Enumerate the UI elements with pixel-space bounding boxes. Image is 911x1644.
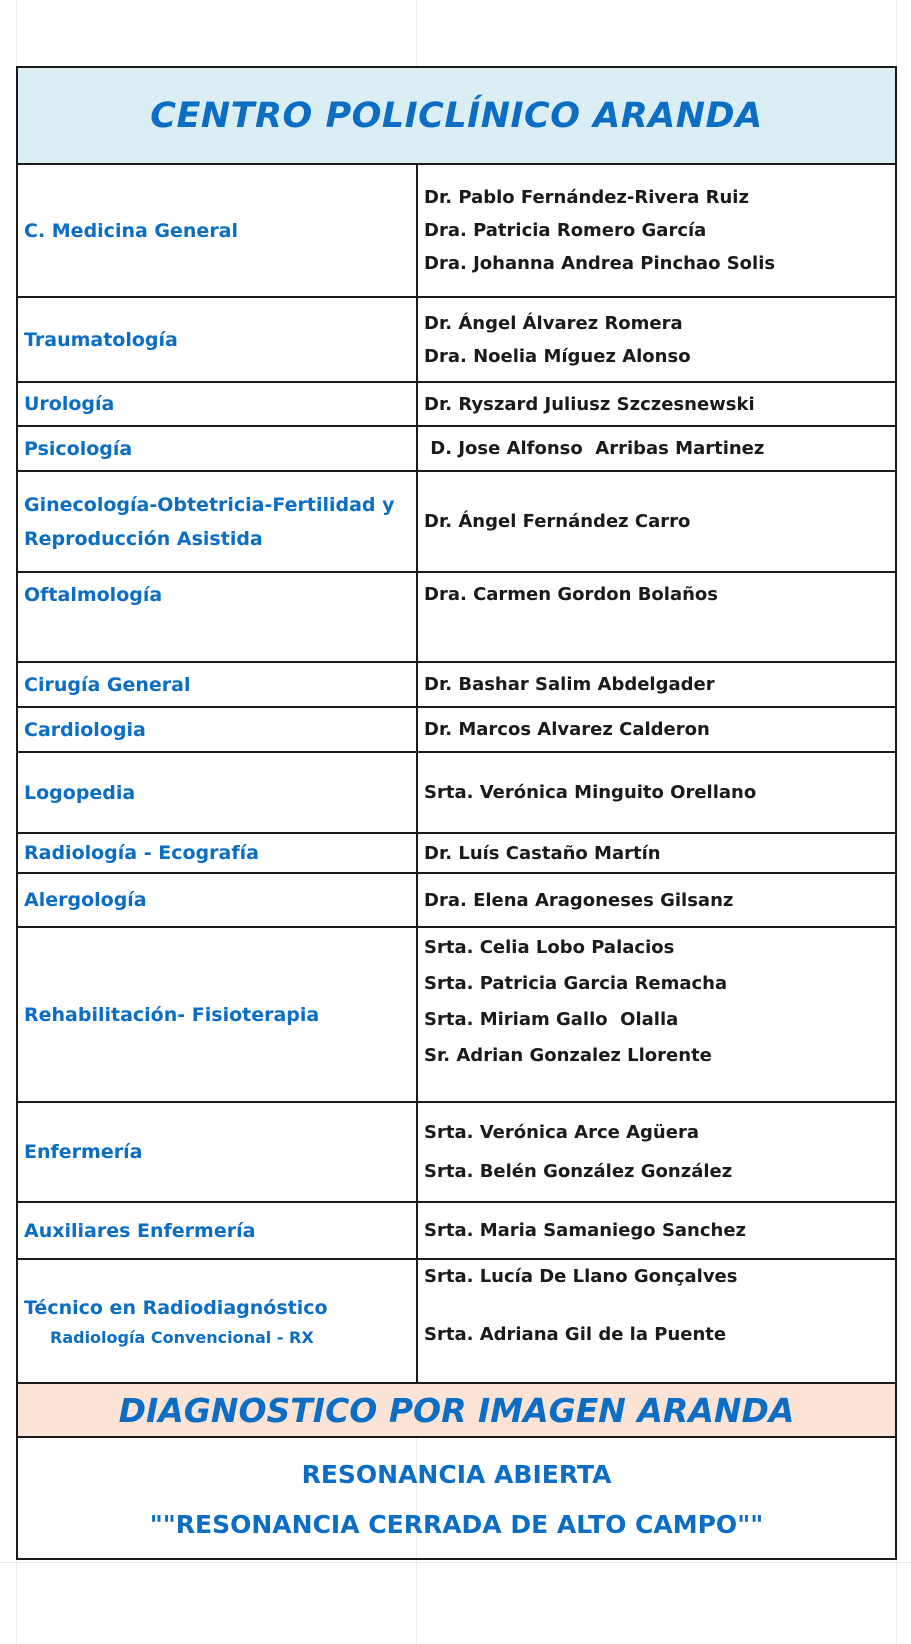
doctor-name: Dr. Luís Castaño Martín: [424, 842, 661, 864]
doctor-name: Dr. Marcos Alvarez Calderon: [424, 719, 710, 740]
doctors-cell: [418, 1203, 895, 1258]
service-item: RESONANCIA ABIERTA: [301, 1460, 612, 1489]
doctor-name: Dr. Pablo Fernández-Rivera Ruiz: [424, 187, 749, 208]
table-row: [18, 928, 895, 1103]
doctor-name: Srta. Belén González González: [424, 1161, 733, 1182]
department-label: Auxiliares Enfermería: [24, 1219, 256, 1242]
header-banner: [18, 68, 895, 165]
department-cell: [18, 753, 418, 832]
doctor-name: Srta. Celia Lobo Palacios: [424, 937, 675, 958]
table-row: [18, 472, 895, 573]
doctor-name: Srta. Adriana Gil de la Puente: [424, 1324, 727, 1345]
service-item: ""RESONANCIA CERRADA DE ALTO CAMPO"": [149, 1510, 764, 1539]
department-cell: [18, 472, 418, 571]
doctors-cell: [418, 928, 895, 1101]
department-label: Cirugía General: [24, 673, 191, 696]
department-label: Traumatología: [24, 328, 178, 351]
department-cell: [18, 1103, 418, 1201]
department-label: Enfermería: [24, 1141, 143, 1163]
doctor-name: Srta. Patricia Garcia Remacha: [424, 973, 728, 994]
department-cell: [18, 165, 418, 296]
department-label: Radiología - Ecografía: [24, 842, 259, 864]
department-label: Cardiologia: [24, 718, 146, 741]
department-cell: [18, 573, 418, 661]
department-cell: [18, 874, 418, 926]
imaging-title: DIAGNOSTICO POR IMAGEN ARANDA: [118, 1390, 795, 1430]
department-label: Logopedia: [24, 781, 136, 804]
doctors-cell: [418, 663, 895, 706]
doctors-cell: [418, 573, 895, 611]
table-row: [18, 427, 895, 472]
department-cell: [18, 834, 418, 872]
table-row: [18, 1203, 895, 1260]
table-row: [18, 874, 895, 928]
table-row: [18, 1260, 895, 1384]
department-cell: [18, 427, 418, 470]
doctors-cell: [418, 427, 895, 470]
department-label: Técnico en Radiodiagnóstico: [24, 1297, 328, 1319]
doctor-name: Dr. Bashar Salim Abdelgader: [424, 674, 715, 695]
doctor-name: Dra. Patricia Romero García: [424, 220, 707, 241]
department-label: Psicología: [24, 437, 133, 460]
department-label: Ginecología-Obtetricia-Fertilidad y Reproducción Asistida: [24, 493, 395, 550]
department-cell: [18, 708, 418, 751]
gridline: [0, 1562, 911, 1563]
doctors-cell: [418, 1103, 895, 1201]
department-label: Urología: [24, 393, 115, 415]
doctor-name: Sr. Adrian Gonzalez Llorente: [424, 1045, 712, 1066]
department-cell: [18, 383, 418, 425]
department-cell: [18, 298, 418, 381]
doctors-cell: [418, 165, 895, 296]
doctor-name: Srta. Maria Samaniego Sanchez: [424, 1220, 747, 1241]
table-row: [18, 834, 895, 874]
doctors-cell: [418, 472, 895, 571]
department-cell: [18, 928, 418, 1101]
page-title: CENTRO POLICLÍNICO ARANDA: [150, 95, 763, 136]
department-cell: [18, 1260, 418, 1382]
doctors-cell: [418, 1260, 895, 1382]
department-label: Alergología: [24, 889, 147, 911]
department-label: Rehabilitación- Fisioterapia: [24, 1003, 320, 1026]
doctor-name: Srta. Miriam Gallo Olalla: [424, 1009, 679, 1030]
doctors-cell: [418, 753, 895, 832]
doctor-name: Dra. Carmen Gordon Bolaños: [424, 584, 718, 605]
doctor-name: Dra. Elena Aragoneses Gilsanz: [424, 889, 734, 911]
doctor-name: D. Jose Alfonso Arribas Martinez: [424, 438, 765, 459]
table-row: [18, 663, 895, 708]
staff-directory-sheet: [16, 66, 897, 1560]
doctor-name: Dra. Johanna Andrea Pinchao Solis: [424, 253, 776, 274]
doctors-cell: [418, 708, 895, 751]
doctor-name: Dra. Noelia Míguez Alonso: [424, 345, 691, 367]
table-row: [18, 708, 895, 753]
table-row: [18, 573, 895, 663]
doctor-name: Dr. Ángel Álvarez Romera: [424, 312, 683, 334]
doctor-name: Srta. Lucía De Llano Gonçalves: [424, 1266, 738, 1287]
department-table: [18, 165, 895, 1384]
doctors-cell: [418, 383, 895, 425]
table-row: [18, 383, 895, 427]
table-row: [18, 1103, 895, 1203]
table-row: [18, 298, 895, 383]
doctors-cell: [418, 298, 895, 381]
doctors-cell: [418, 874, 895, 926]
department-cell: [18, 1203, 418, 1258]
doctor-name: Dr. Ángel Fernández Carro: [424, 511, 691, 532]
doctors-cell: [418, 834, 895, 872]
doctor-name: Srta. Verónica Minguito Orellano: [424, 782, 757, 803]
table-row: [18, 165, 895, 298]
doctor-name: Srta. Verónica Arce Agüera: [424, 1122, 699, 1143]
imaging-services: [18, 1438, 895, 1560]
table-row: [18, 753, 895, 834]
department-cell: [18, 663, 418, 706]
doctor-name: Dr. Ryszard Juliusz Szczesnewski: [424, 393, 755, 415]
department-sublabel: Radiología Convencional - RX: [50, 1328, 314, 1347]
imaging-banner: [18, 1384, 895, 1438]
department-label: C. Medicina General: [24, 219, 239, 242]
department-label: Oftalmología: [24, 584, 163, 606]
